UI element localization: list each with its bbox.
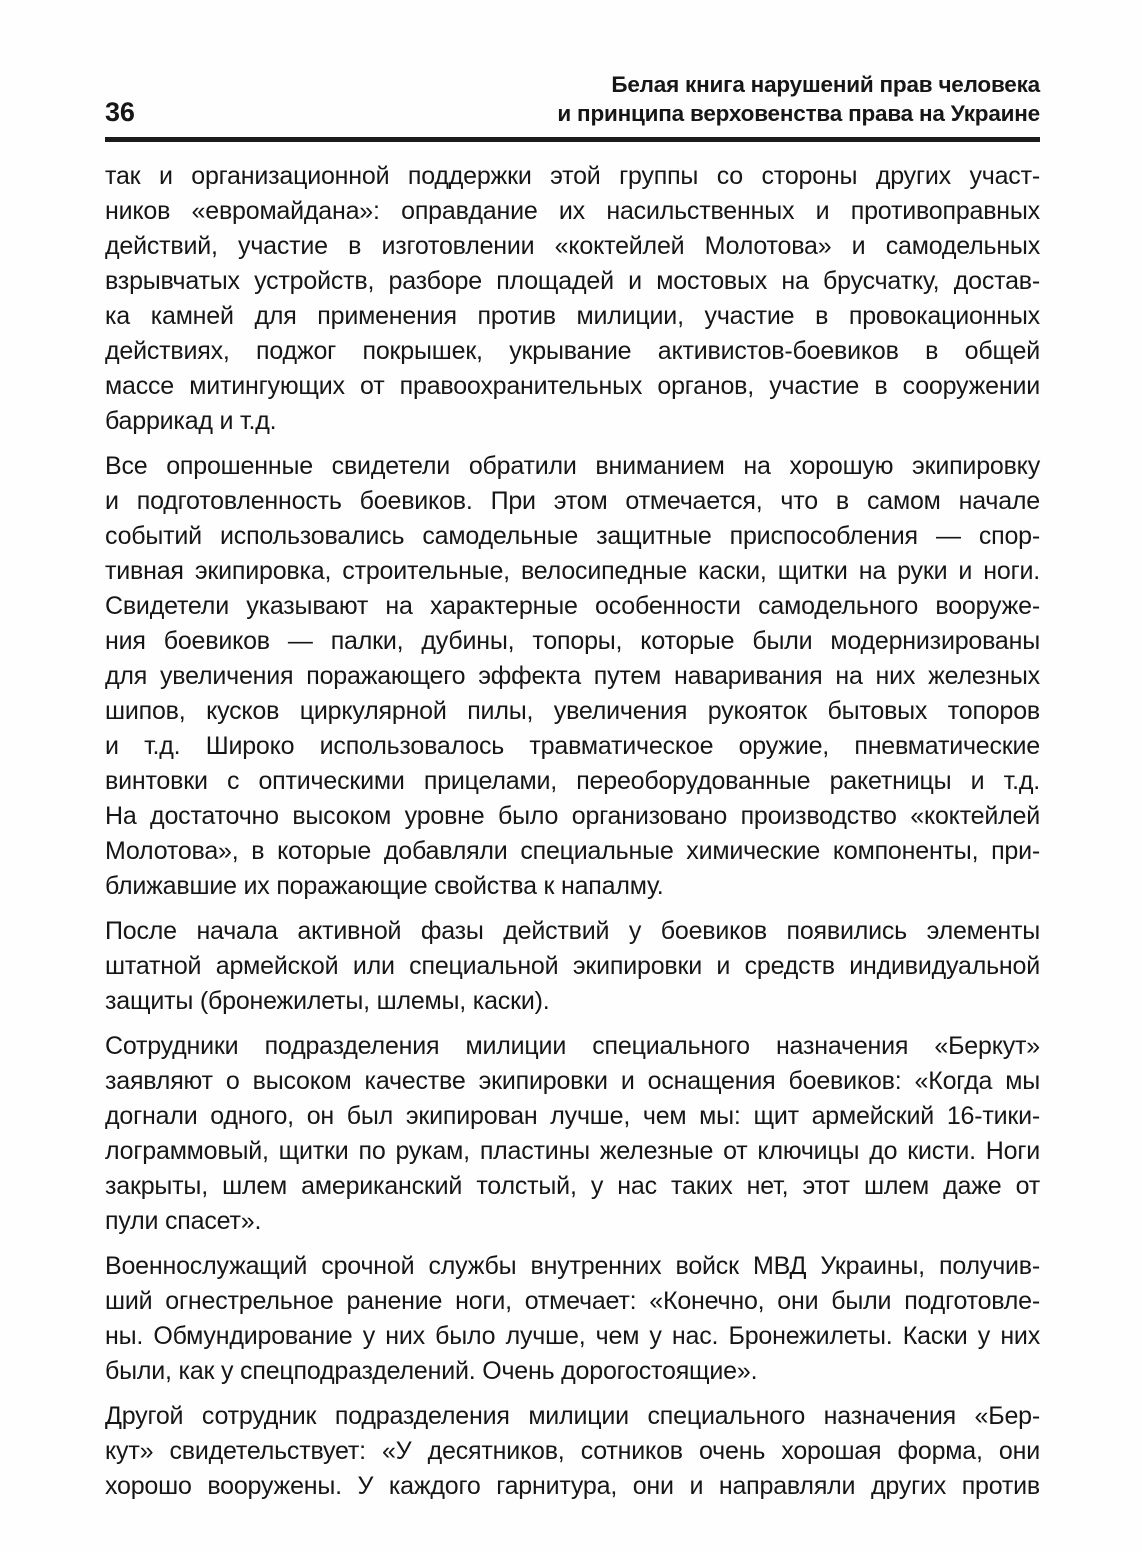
text-line: действиях, поджог покрышек, укрывание активистов-боевиков в общей: [105, 337, 1040, 365]
text-line: пули спасет».: [105, 1207, 262, 1235]
paragraph: [105, 449, 1040, 904]
text-line: Все опрошенные свидетели обратили вниманием на хорошую экипировку: [105, 452, 1040, 480]
text-line: шипов, кусков циркулярной пилы, увеличения рукояток бытовых топоров: [105, 697, 1040, 725]
text-line: были, как у спецподразделений. Очень дорогостоящие».: [105, 1357, 758, 1385]
paragraph: [105, 914, 1040, 1019]
text-line: и подготовленность боевиков. При этом отмечается, что в самом начале: [105, 487, 1040, 515]
text-line: взрывчатых устройств, разборе площадей и мостовых на брусчатку, достав-: [105, 267, 1040, 295]
page-number: 36: [105, 97, 135, 127]
text-line: для увеличения поражающего эффекта путем наваривания на них железных: [105, 662, 1040, 690]
text-line: и т.д. Широко использовалось травматическое оружие, пневматические: [105, 732, 1040, 760]
text-line: закрыты, шлем американский толстый, у нас таких нет, этот шлем даже от: [105, 1172, 1040, 1200]
text-line: догнали одного, он был экипирован лучше, чем мы: щит армейский 16-тики-: [105, 1102, 1040, 1130]
text-line: ников «евромайдана»: оправдание их насильственных и противоправных: [105, 197, 1040, 225]
text-line: Молотова», в которые добавляли специальные химические компоненты, при-: [105, 837, 1040, 865]
page-header: [105, 70, 1040, 128]
text-line: защиты (бронежилеты, шлемы, каски).: [105, 987, 550, 1015]
text-line: баррикад и т.д.: [105, 407, 277, 435]
paragraph: [105, 1399, 1040, 1504]
running-head: [557, 70, 1040, 128]
text-line: ка камней для применения против милиции, участие в провокационных: [105, 302, 1040, 330]
text-line: лограммовый, щитки по рукам, пластины железные от ключицы до кисти. Ноги: [105, 1137, 1040, 1165]
text-line: На достаточно высоком уровне было организовано производство «коктейлей: [105, 802, 1040, 830]
text-line: Сотрудники подразделения милиции специального назначения «Беркут»: [105, 1032, 1040, 1060]
document-body: [105, 159, 1040, 1504]
paragraph: [105, 1249, 1040, 1389]
text-line: так и организационной поддержки этой группы со стороны других участ-: [105, 162, 1040, 190]
paragraph: [105, 159, 1040, 439]
text-line: ны. Обмундирование у них было лучше, чем у нас. Бронежилеты. Каски у них: [105, 1322, 1040, 1350]
text-line: винтовки с оптическими прицелами, переоборудованные ракетницы и т.д.: [105, 767, 1040, 795]
text-line: ния боевиков — палки, дубины, топоры, которые были модернизированы: [105, 627, 1040, 655]
text-line: массе митингующих от правоохранительных органов, участие в сооружении: [105, 372, 1040, 400]
text-line: кут» свидетельствует: «У десятников, сотников очень хорошая форма, они: [105, 1437, 1040, 1465]
text-line: тивная экипировка, строительные, велосипедные каски, щитки на руки и ноги.: [105, 557, 1040, 585]
header-rule: [105, 137, 1040, 142]
running-head-line-2: и принципа верховенства права на Украине: [557, 101, 1040, 126]
text-line: действий, участие в изготовлении «коктейлей Молотова» и самодельных: [105, 232, 1040, 260]
text-line: После начала активной фазы действий у боевиков появились элементы: [105, 917, 1040, 945]
text-line: событий использовались самодельные защитные приспособления — спор-: [105, 522, 1040, 550]
text-line: заявляют о высоком качестве экипировки и оснащения боевиков: «Когда мы: [105, 1067, 1040, 1095]
text-line: ближавшие их поражающие свойства к напалму.: [105, 872, 664, 900]
text-line: хорошо вооружены. У каждого гарнитура, они и направляли других против: [105, 1472, 1040, 1500]
text-line: штатной армейской или специальной экипировки и средств индивидуальной: [105, 952, 1040, 980]
running-head-line-1: Белая книга нарушений прав человека: [611, 72, 1040, 97]
text-line: Свидетели указывают на характерные особенности самодельного вооруже-: [105, 592, 1040, 620]
text-line: ший огнестрельное ранение ноги, отмечает: «Конечно, они были подготовле-: [105, 1287, 1040, 1315]
text-line: Военнослужащий срочной службы внутренних войск МВД Украины, получив-: [105, 1252, 1040, 1280]
paragraph: [105, 1029, 1040, 1239]
text-line: Другой сотрудник подразделения милиции специального назначения «Бер-: [105, 1402, 1040, 1430]
